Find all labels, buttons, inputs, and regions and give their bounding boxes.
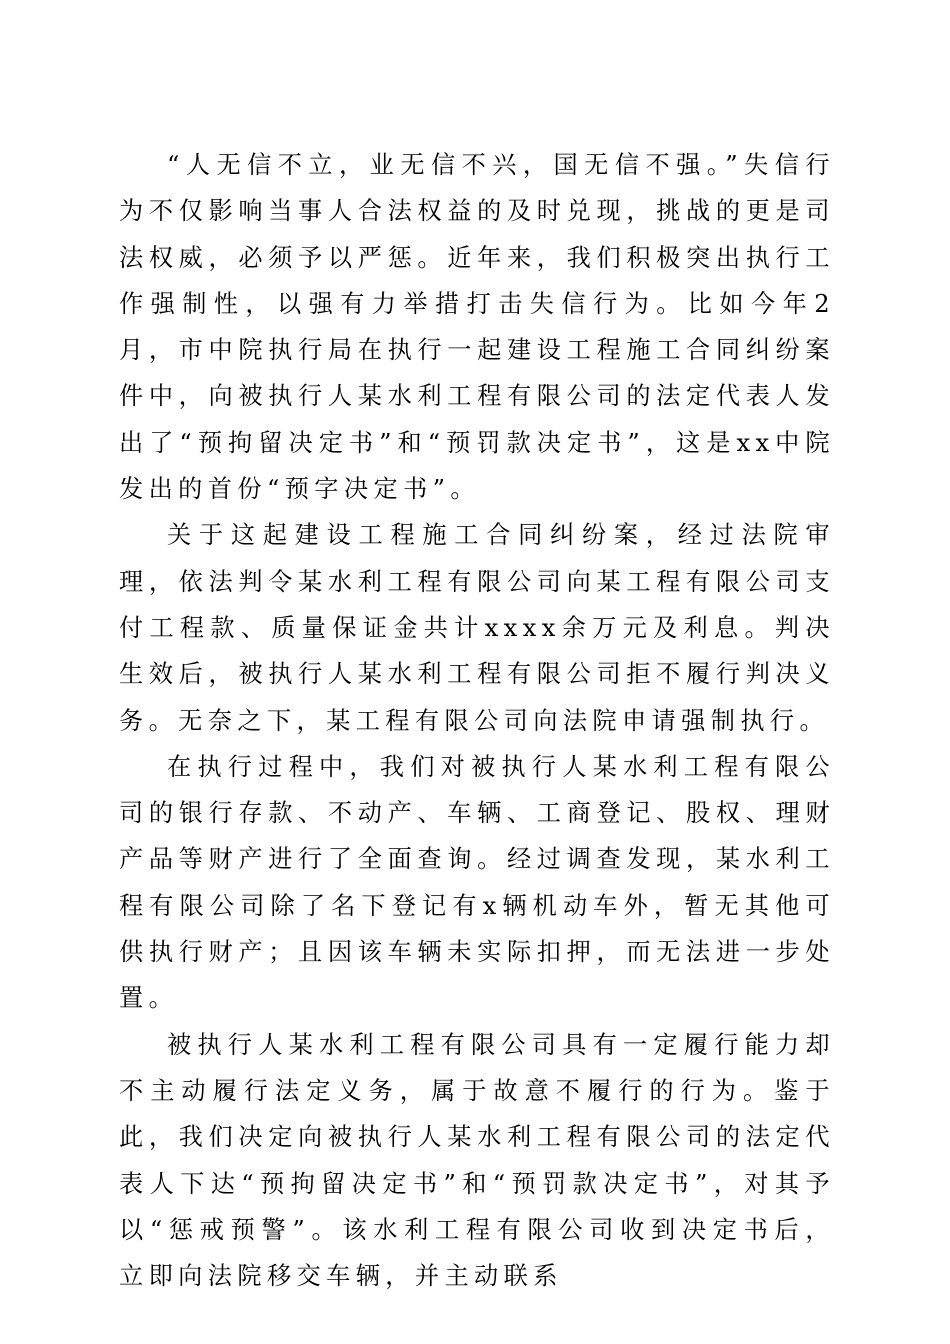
paragraph-3: 在执行过程中，我们对被执行人某水利工程有限公司的银行存款、不动产、车辆、工商登记、股权、理财产品等财产进行了全面查询。经过调查发现，某水利工程有限公司除了名下登记有x辆机动车外，暂无其他可供执行财产；且因该车辆未实际扣押，而无法进一步处置。 <box>119 752 835 1013</box>
paragraph-2: 关于这起建设工程施工合同纠纷案，经过法院审理，依法判令某水利工程有限公司向某工程有限公司支付工程款、质量保证金共计xxxx余万元及利息。判决生效后，被执行人某水利工程有限公司拒不履行判决义务。无奈之下，某工程有限公司向法院申请强制执行。 <box>119 521 835 735</box>
document-body <box>119 142 835 1299</box>
paragraph-1: “人无信不立，业无信不兴，国无信不强。”失信行为不仅影响当事人合法权益的及时兑现，挑战的更是司法权威，必须予以严惩。近年来，我们积极突出执行工作强制性，以强有力举措打击失信行为。比如今年2月，市中院执行局在执行一起建设工程施工合同纠纷案件中，向被执行人某水利工程有限公司的法定代表人发出了“预拘留决定书”和“预罚款决定书”，这是xx中院发出的首份“预字决定书”。 <box>119 151 835 504</box>
paragraph-4: 被执行人某水利工程有限公司具有一定履行能力却不主动履行法定义务，属于故意不履行的行为。鉴于此，我们决定向被执行人某水利工程有限公司的法定代表人下达“预拘留决定书”和“预罚款决定书”，对其予以“惩戒预警”。该水利工程有限公司收到决定书后，立即向法院移交车辆，并主动联系 <box>119 1030 835 1291</box>
